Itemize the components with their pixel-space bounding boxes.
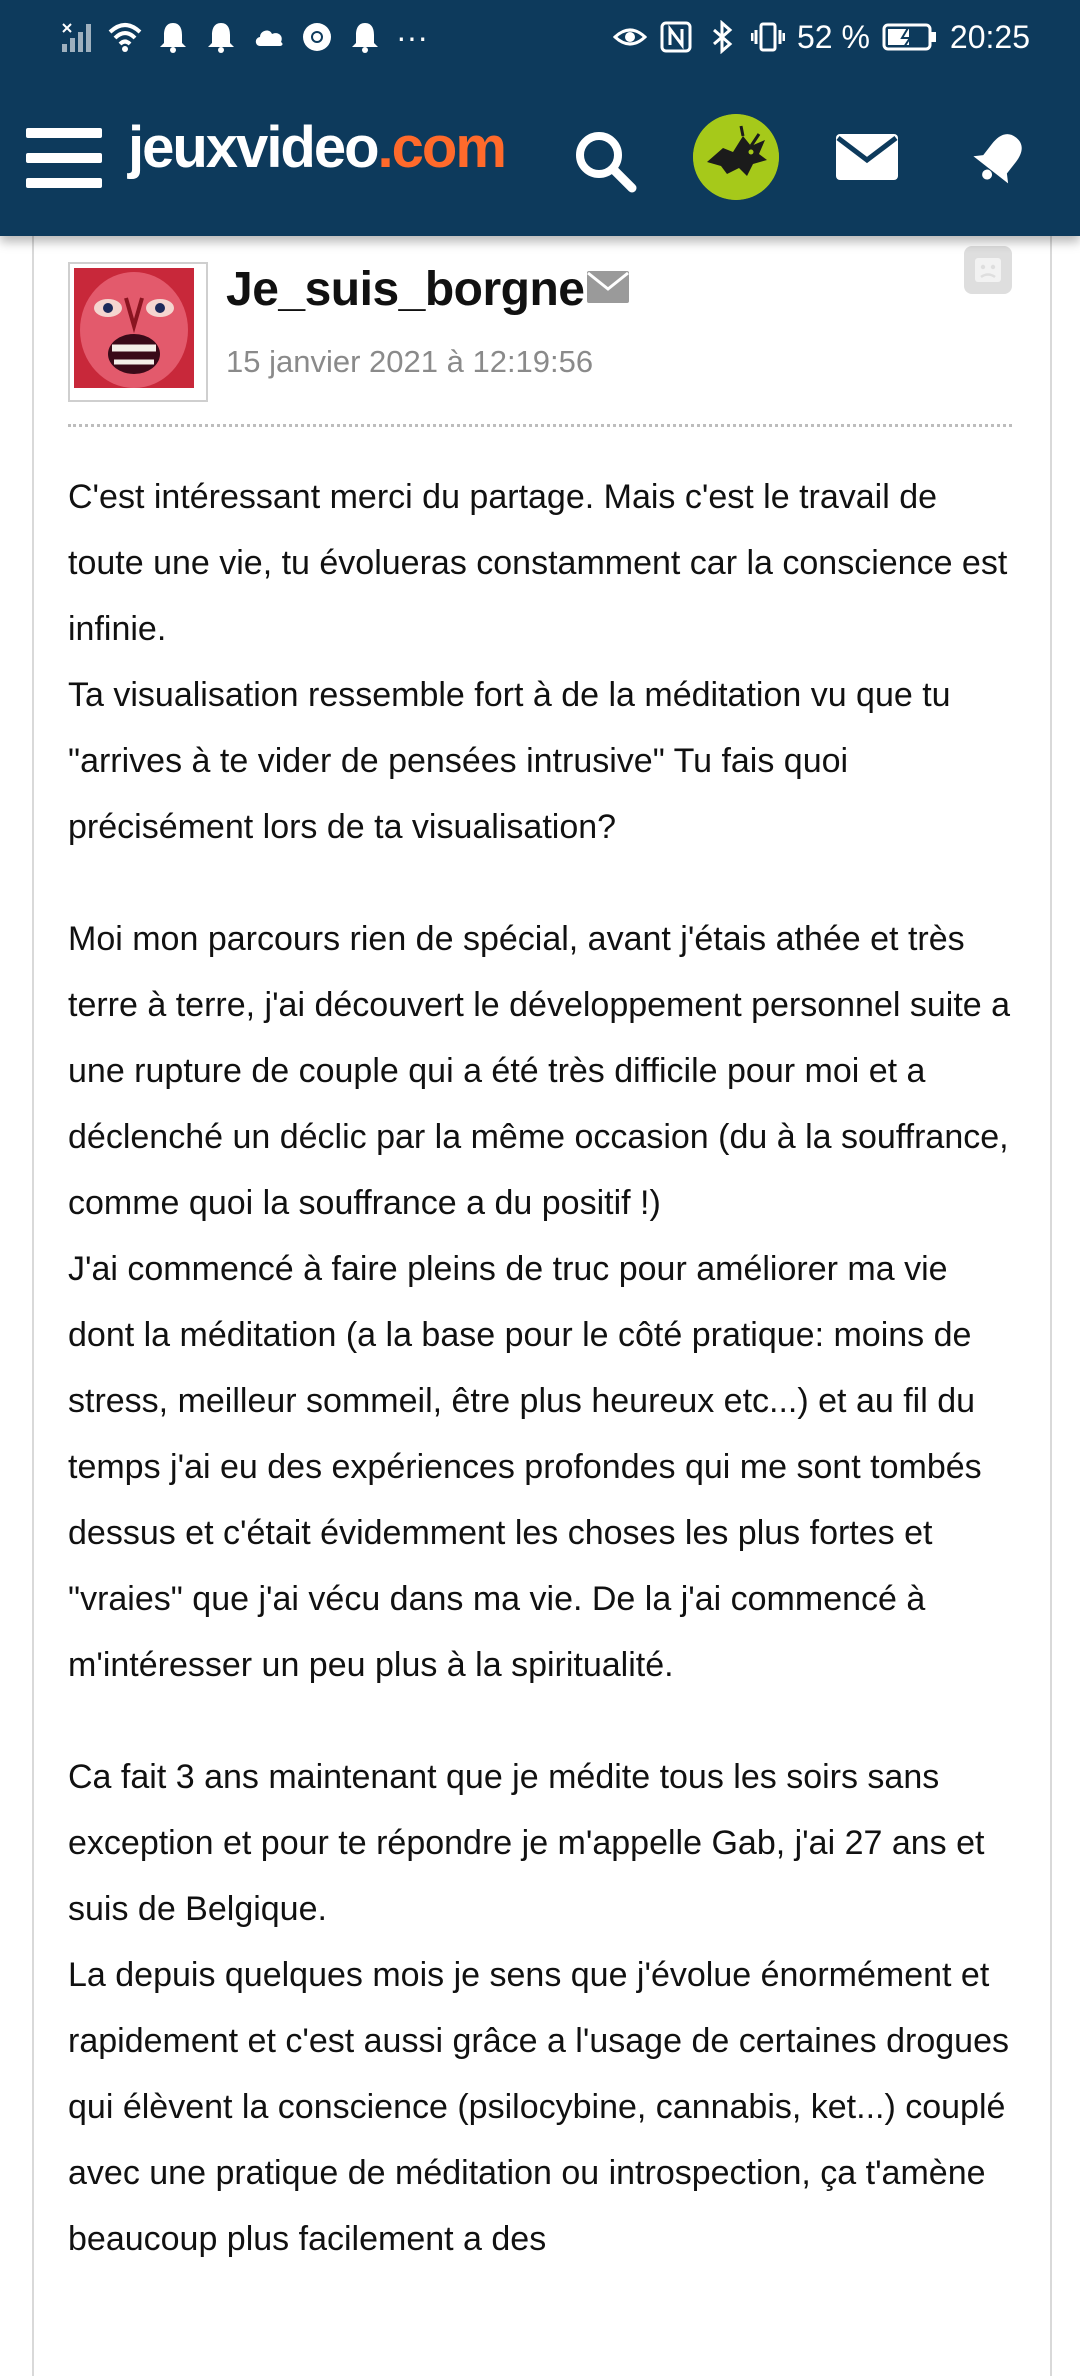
dragon-avatar-image [693, 114, 779, 200]
app-header [0, 74, 1080, 236]
cloud-icon [252, 20, 286, 54]
user-avatar[interactable] [693, 114, 779, 200]
logo-tld-text: .com [377, 115, 505, 180]
nfc-icon [659, 20, 693, 54]
more-notifications-indicator: ··· [396, 18, 428, 55]
signal-icon [60, 20, 94, 54]
status-bar-right [613, 12, 1030, 62]
post-date[interactable]: 15 janvier 2021 à 12:19:56 [226, 344, 594, 379]
mail-icon[interactable] [834, 132, 900, 182]
bluetooth-icon [705, 20, 739, 54]
clock: 20:25 [949, 18, 1030, 55]
post-header-divider [68, 424, 1012, 427]
send-private-message-icon[interactable] [586, 270, 630, 304]
logo-main-text: jeuxvideo [128, 115, 378, 180]
post-author-name[interactable]: Je_suis_borgne [226, 263, 585, 316]
eye-icon [613, 20, 647, 54]
sad-face-icon [964, 246, 1012, 294]
vibrate-icon [751, 20, 785, 54]
status-bar-left [60, 16, 428, 58]
wifi-icon [108, 20, 142, 54]
notification-bell-icon [156, 20, 190, 54]
author-avatar-image [74, 268, 194, 388]
report-button[interactable] [964, 246, 1012, 294]
menu-icon[interactable] [26, 128, 102, 188]
battery-icon [882, 22, 938, 52]
search-icon[interactable] [572, 128, 638, 194]
battery-percent: 52 % [796, 18, 870, 55]
post-content [68, 464, 1018, 2318]
post-paragraph: Moi mon parcours rien de spécial, avant j'étais athée et très terre à terre, j'ai découvert le développement personnel suite a une rupture de couple qui a été très difficile pour moi et a déclenché un déclic par la même occasion (du à la souffrance, comme quoi la souffrance a du positif !) J'ai commencé à faire pleins de truc pour améliorer ma vie dont la méditation (a la base pour le côté pratique: moins de stress, meilleur sommeil, être plus heureux etc...) et au fil du temps j'ai eu des expériences profondes qui me sont tombés dessus et c'était évidemment les choses les plus fortes et "vraies" que j'ai vécu dans ma vie. De la j'ai commencé à m'intéresser un peu plus à la spiritualité. [68, 920, 1011, 1684]
chrome-icon [300, 20, 334, 54]
status-bar [0, 0, 1080, 74]
post-paragraph: C'est intéressant merci du partage. Mais c'est le travail de toute une vie, tu évolueras constamment car la conscience est infinie. Ta visualisation ressemble fort à de la méditation vu que tu "arrives à te vider de pensées intrusive" Tu fais quoi précisément lors de ta visualisation? [68, 478, 1008, 846]
author-avatar[interactable] [68, 262, 208, 402]
app-top-bar [0, 0, 1080, 236]
post-paragraph: Ca fait 3 ans maintenant que je médite tous les soirs sans exception et pour te répondre je m'appelle Gab, j'ai 27 ans et suis de Belgique. La depuis quelques mois je sens que j'évolue énormément et rapidement et c'est aussi grâce a l'usage de certaines drogues qui élèvent la conscience (psilocybine, cannabis, ket...) couplé avec une pratique de méditation ou introspection, ça t'amène beaucoup plus facilement a des [68, 1758, 1009, 2258]
notification-bell-icon[interactable] [968, 126, 1032, 190]
notification-bell-icon [348, 20, 382, 54]
notification-bell-icon [204, 20, 238, 54]
site-logo[interactable] [128, 114, 505, 181]
